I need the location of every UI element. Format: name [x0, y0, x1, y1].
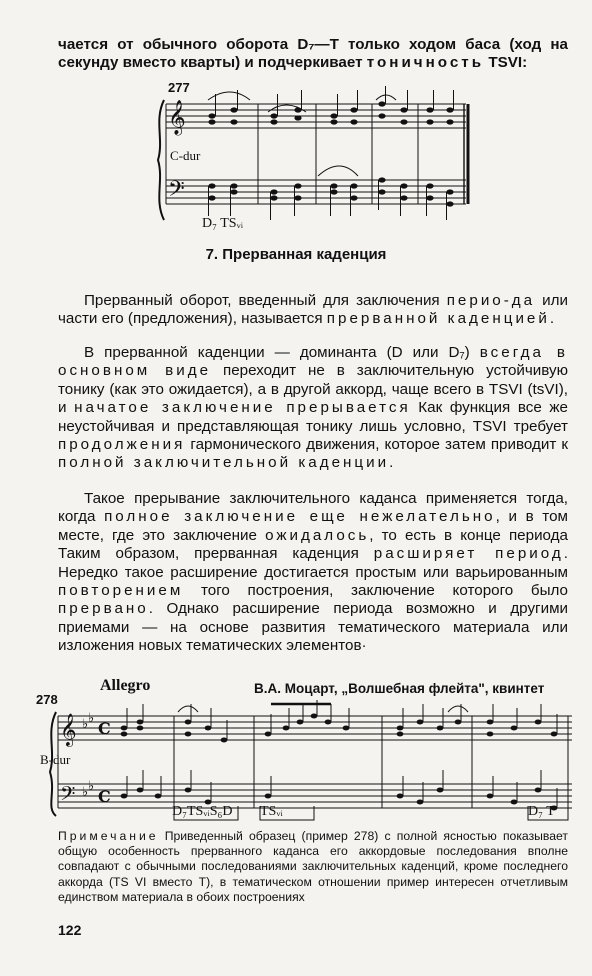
section-heading: 7. Прерванная каденция: [205, 246, 387, 263]
composer-attribution: В.А. Моцарт, „Волшебная флейта", квинтет: [254, 681, 545, 696]
paragraph-2: [58, 344, 568, 473]
svg-text:𝄢: 𝄢: [60, 782, 76, 810]
harmonic-functions: D₇ TSᵥᵢ: [202, 216, 243, 231]
p2-spaced-f: продолжения: [58, 436, 186, 454]
music-example-278: [28, 678, 576, 828]
page-number: 122: [58, 922, 82, 938]
key-label: B-dur: [40, 752, 71, 767]
paragraph-3: [58, 490, 568, 656]
svg-text:𝄞: 𝄞: [168, 100, 186, 135]
svg-text:♭: ♭: [82, 717, 89, 732]
p2-text-e: Как функция все же неустойчивая и представляющая тонику лишь условно, TSVI требует: [58, 399, 568, 435]
tempo-marking: Allegro: [100, 677, 151, 694]
p2-text-i: .: [389, 454, 394, 472]
key-label: C-dur: [170, 148, 201, 163]
p2-text-a: В прерванной каденции — доминанта (D или D₇): [84, 344, 480, 361]
p2-spaced-d: начатое заключение прерывается: [74, 399, 411, 417]
music-example-277: [150, 80, 480, 238]
p3-spaced-b: полное заключение еще нежелательно: [104, 508, 496, 526]
harmonic-functions-left: D₇TSᵥᵢS₆D: [172, 804, 233, 819]
p2-text-c: переходит не в заключительную устойчивую тонику (как это ожидается), а в другой аккорд, чаще всего в TSVI (tsVI), и: [58, 362, 568, 417]
p3-spaced-d: ожидалось: [265, 526, 370, 544]
svg-text:𝄞: 𝄞: [60, 713, 77, 746]
svg-text:♭: ♭: [88, 711, 95, 726]
p3-text-c: , и в том месте, где это заключение: [58, 508, 568, 544]
p2-text-g: гармонического движения, которое затем приводит к: [185, 436, 568, 454]
intro-tail: TSVI:: [484, 54, 528, 72]
intro-spaced-text: тоничность: [366, 54, 485, 72]
p2-spaced-h: полной заключительной каденции: [58, 454, 390, 472]
p3-spaced-f: расширяет период: [373, 545, 564, 563]
footnote-text: Приведенный образец (пример 278) с полной ясностью показывает общую особенность прерванного каданса его аккордовые последования вполне совпадают с обычными последованиями заключительных каденций, кроме последнего аккорда (TS VI вместо T), в тематическом отношении пример интересен отчетливым единством материала в обоих построениях: [58, 829, 568, 904]
svg-text:C: C: [98, 787, 111, 806]
footnote: [58, 829, 568, 905]
p1-spaced-b: перио-да: [446, 292, 536, 309]
p3-text-k: . Однако расширение периода возможно и другими приемами — на основе развития тематического материала или изложения новых тематических элементов·: [58, 600, 568, 655]
p1-text-a: Прерванный оборот, введенный для заключения: [84, 292, 447, 309]
p3-text-i: того построения, заключение которого было: [183, 582, 568, 600]
p1-spaced-d: прерванной каденцией: [326, 310, 550, 328]
footnote-label: Примечание: [58, 829, 159, 843]
svg-text:♭: ♭: [88, 779, 95, 794]
harmonic-functions-right: D₇ T: [528, 804, 555, 819]
p1-text-e: .: [549, 310, 555, 328]
example-number: 278: [36, 692, 58, 707]
p3-spaced-j: прервано: [58, 600, 149, 618]
intro-text: чается от обычного оборота D₇—T только ходом баса (ход на секунду вместо кварты) и подчеркивает: [58, 36, 568, 72]
example-number: 277: [168, 80, 190, 95]
svg-text:C: C: [98, 719, 111, 738]
harmonic-functions-mid: TSᵥᵢ: [260, 804, 283, 819]
svg-text:♭: ♭: [82, 785, 89, 800]
p2-spaced-b: всегда в основном виде: [58, 344, 568, 380]
svg-text:𝄢: 𝄢: [168, 177, 185, 207]
paragraph-1: [58, 292, 568, 329]
p3-text-a: Такое прерывание заключительного каданса применяется тогда, когда: [58, 490, 568, 526]
p3-spaced-h: повторением: [58, 582, 184, 600]
p1-text-c: или части его (предложения), называется: [58, 292, 568, 328]
intro-paragraph: [58, 36, 568, 73]
p3-text-g: . Нередко такое расширение достигается простым или варьированным: [58, 545, 568, 581]
p3-text-e: , то есть в конце периода Таким образом, прерванная каденция: [58, 526, 568, 563]
score-278: [28, 678, 576, 828]
